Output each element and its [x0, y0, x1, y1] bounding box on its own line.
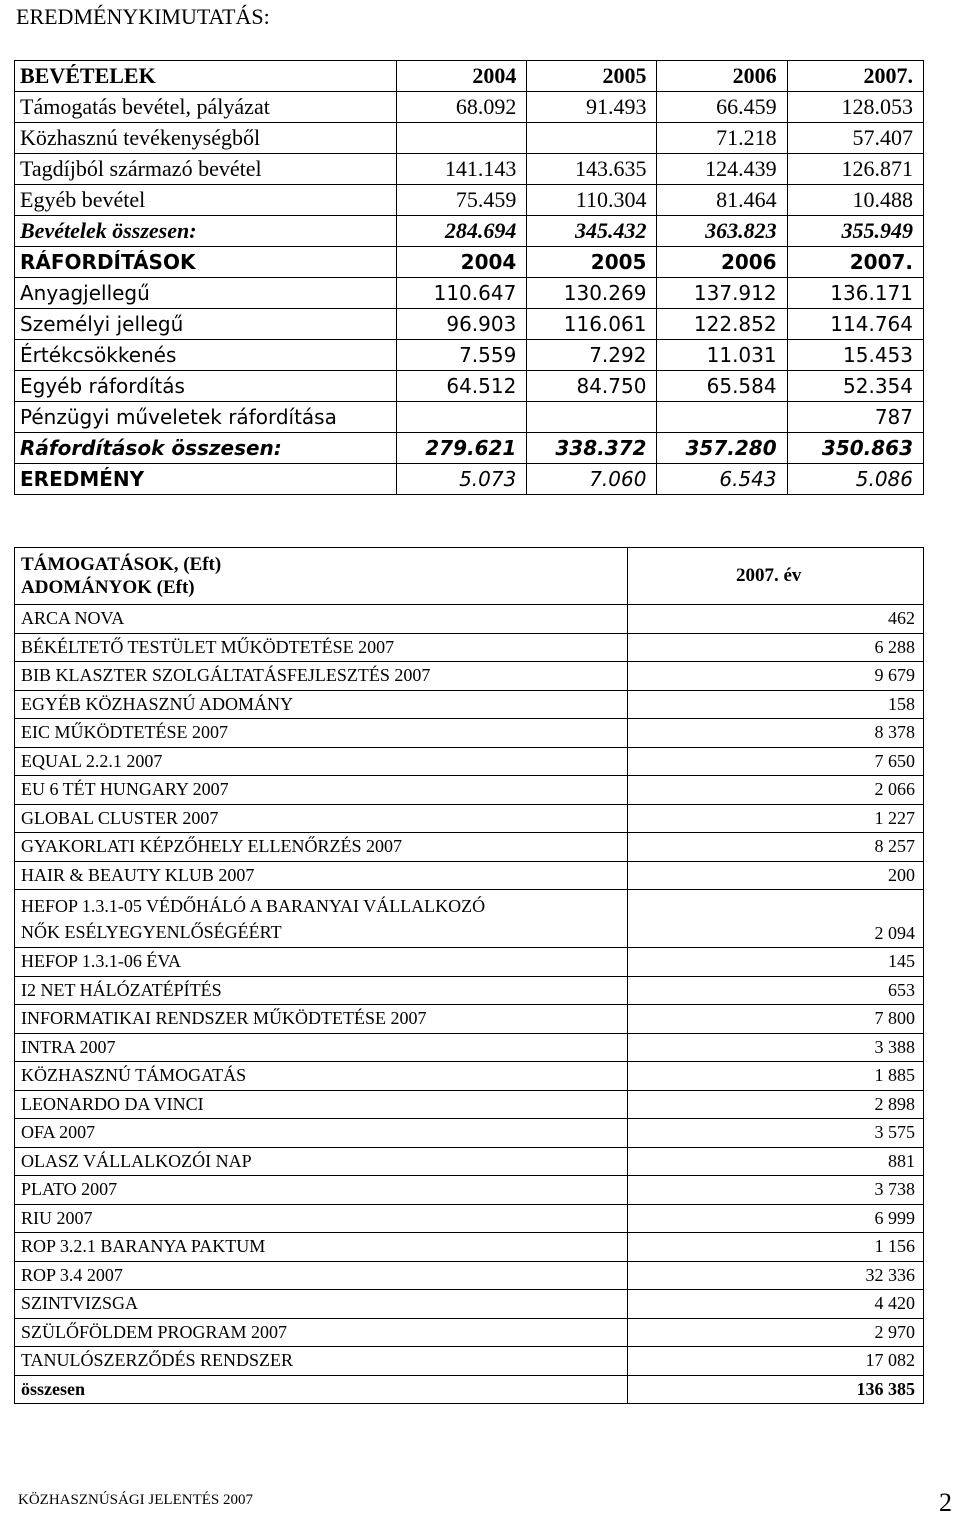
- grant-amount: 1 156: [628, 1233, 924, 1262]
- income-row: [15, 247, 924, 278]
- grant-row: [15, 1233, 924, 1262]
- grant-row: [15, 1062, 924, 1091]
- grant-name: LEONARDO DA VINCI: [15, 1090, 628, 1119]
- income-row: [15, 278, 924, 309]
- grant-amount: 2 898: [628, 1090, 924, 1119]
- grant-row: [15, 690, 924, 719]
- page-number: 2: [939, 1488, 952, 1517]
- income-row-value: 2007.: [787, 247, 923, 278]
- income-row-value: 2004: [397, 247, 527, 278]
- income-row-label: Személyi jellegű: [15, 309, 397, 340]
- income-row-value: 52.354: [787, 371, 923, 402]
- income-row-value: 66.459: [657, 92, 787, 123]
- grant-amount: 7 650: [628, 747, 924, 776]
- income-statement-table: [14, 60, 924, 495]
- grant-name: I2 NET HÁLÓZATÉPÍTÉS: [15, 976, 628, 1005]
- grant-amount: 17 082: [628, 1347, 924, 1376]
- income-row-label: Bevételek összesen:: [15, 216, 397, 247]
- grant-row: [15, 861, 924, 890]
- grant-row: [15, 662, 924, 691]
- income-row-value: 2005: [527, 61, 657, 92]
- grant-amount: 32 336: [628, 1261, 924, 1290]
- grant-name: GYAKORLATI KÉPZŐHELY ELLENŐRZÉS 2007: [15, 833, 628, 862]
- grant-row: [15, 1261, 924, 1290]
- grant-row: [15, 1033, 924, 1062]
- grant-name: OLASZ VÁLLALKOZÓI NAP: [15, 1147, 628, 1176]
- income-row-value: 116.061: [527, 309, 657, 340]
- income-row-value: 68.092: [397, 92, 527, 123]
- grants-header-cell: [15, 548, 628, 605]
- grant-amount: 881: [628, 1147, 924, 1176]
- income-row-value: 137.912: [657, 278, 787, 309]
- income-row: [15, 371, 924, 402]
- grant-amount: 145: [628, 948, 924, 977]
- grant-row: [15, 948, 924, 977]
- grant-name: HEFOP 1.3.1-06 ÉVA: [15, 948, 628, 977]
- income-row-value: 345.432: [527, 216, 657, 247]
- grant-amount: 1 885: [628, 1062, 924, 1091]
- grant-name-line1: HEFOP 1.3.1-05 VÉDŐHÁLÓ A BARANYAI VÁLLALKOZÓ: [21, 895, 486, 916]
- grant-row: [15, 1090, 924, 1119]
- income-row-value: 136.171: [787, 278, 923, 309]
- income-row: [15, 185, 924, 216]
- income-row-label: BEVÉTELEK: [15, 61, 397, 92]
- grant-amount: 462: [628, 605, 924, 634]
- income-row-value: 126.871: [787, 154, 923, 185]
- income-row-value: 2007.: [787, 61, 923, 92]
- income-row: [15, 340, 924, 371]
- income-row: [15, 154, 924, 185]
- income-row-value: 2006: [657, 61, 787, 92]
- grants-total-amount: 136 385: [628, 1375, 924, 1404]
- grant-amount: 6 288: [628, 633, 924, 662]
- grant-name: ROP 3.4 2007: [15, 1261, 628, 1290]
- page-heading: EREDMÉNYKIMUTATÁS:: [16, 4, 270, 29]
- grant-row: [15, 833, 924, 862]
- grant-amount: 200: [628, 861, 924, 890]
- income-row-value: 64.512: [397, 371, 527, 402]
- income-row-value: 122.852: [657, 309, 787, 340]
- income-row-value: 15.453: [787, 340, 923, 371]
- grants-table: [14, 547, 924, 1404]
- grant-name: HAIR & BEAUTY KLUB 2007: [15, 861, 628, 890]
- grant-amount: 8 378: [628, 719, 924, 748]
- grant-row: [15, 776, 924, 805]
- income-row-label: Egyéb bevétel: [15, 185, 397, 216]
- grant-name: TANULÓSZERZŐDÉS RENDSZER: [15, 1347, 628, 1376]
- grant-row: [15, 605, 924, 634]
- income-row-label: Támogatás bevétel, pályázat: [15, 92, 397, 123]
- income-row-value: 75.459: [397, 185, 527, 216]
- grants-table-header-row: [15, 548, 924, 605]
- grant-amount: 4 420: [628, 1290, 924, 1319]
- income-row-label: EREDMÉNY: [15, 464, 397, 495]
- grant-name: EQUAL 2.2.1 2007: [15, 747, 628, 776]
- income-row-value: 2006: [657, 247, 787, 278]
- grant-row: [15, 1204, 924, 1233]
- income-row-label: Pénzügyi műveletek ráfordítása: [15, 402, 397, 433]
- income-row-value: 350.863: [787, 433, 923, 464]
- grant-name: EIC MŰKÖDTETÉSE 2007: [15, 719, 628, 748]
- income-row-value: 7.292: [527, 340, 657, 371]
- grant-row: [15, 1005, 924, 1034]
- income-row-value: 284.694: [397, 216, 527, 247]
- income-row-value: 787: [787, 402, 923, 433]
- grant-row: [15, 804, 924, 833]
- grants-total-label: összesen: [15, 1375, 628, 1404]
- grant-amount: 8 257: [628, 833, 924, 862]
- grant-row: [15, 719, 924, 748]
- grant-name: OFA 2007: [15, 1119, 628, 1148]
- grants-header-line1: TÁMOGATÁSOK, (Eft): [21, 554, 222, 575]
- income-row-value: [397, 123, 527, 154]
- grant-name: SZINTVIZSGA: [15, 1290, 628, 1319]
- income-row-label: Ráfordítások összesen:: [15, 433, 397, 464]
- grant-name: EGYÉB KÖZHASZNÚ ADOMÁNY: [15, 690, 628, 719]
- income-row-value: 5.073: [397, 464, 527, 495]
- income-row-value: 143.635: [527, 154, 657, 185]
- income-row-value: 7.060: [527, 464, 657, 495]
- grant-row: [15, 633, 924, 662]
- grant-name: [15, 890, 628, 948]
- income-row-value: 124.439: [657, 154, 787, 185]
- income-row: [15, 61, 924, 92]
- income-row: [15, 216, 924, 247]
- grant-row: [15, 976, 924, 1005]
- income-row-value: 141.143: [397, 154, 527, 185]
- grant-amount: 2 066: [628, 776, 924, 805]
- grant-name: EU 6 TÉT HUNGARY 2007: [15, 776, 628, 805]
- grant-name: ARCA NOVA: [15, 605, 628, 634]
- grant-name: BÉKÉLTETŐ TESTÜLET MŰKÖDTETÉSE 2007: [15, 633, 628, 662]
- grant-row: [15, 1147, 924, 1176]
- grant-row: [15, 1176, 924, 1205]
- income-row: [15, 92, 924, 123]
- income-row-value: 84.750: [527, 371, 657, 402]
- income-row-value: 57.407: [787, 123, 923, 154]
- grant-row: [15, 1318, 924, 1347]
- income-row-label: Anyagjellegű: [15, 278, 397, 309]
- grant-name: SZÜLŐFÖLDEM PROGRAM 2007: [15, 1318, 628, 1347]
- income-row-value: [527, 123, 657, 154]
- grant-name: GLOBAL CLUSTER 2007: [15, 804, 628, 833]
- income-row-label: Egyéb ráfordítás: [15, 371, 397, 402]
- income-row: [15, 464, 924, 495]
- grant-name: INTRA 2007: [15, 1033, 628, 1062]
- income-row-value: 110.647: [397, 278, 527, 309]
- grant-amount: 7 800: [628, 1005, 924, 1034]
- grant-row: [15, 890, 924, 948]
- income-row-value: 5.086: [787, 464, 923, 495]
- income-row-value: 357.280: [657, 433, 787, 464]
- income-row-value: 11.031: [657, 340, 787, 371]
- income-row-value: 71.218: [657, 123, 787, 154]
- grant-amount: 158: [628, 690, 924, 719]
- grant-amount: 2 094: [628, 890, 924, 948]
- income-row-value: 128.053: [787, 92, 923, 123]
- grant-amount: 1 227: [628, 804, 924, 833]
- income-row-value: 2004: [397, 61, 527, 92]
- grants-total-row: [15, 1375, 924, 1404]
- grant-row: [15, 1119, 924, 1148]
- grants-header-year: 2007. év: [628, 548, 924, 605]
- income-row-value: 355.949: [787, 216, 923, 247]
- income-row-value: 10.488: [787, 185, 923, 216]
- grant-row: [15, 747, 924, 776]
- income-row-value: [527, 402, 657, 433]
- grant-row: [15, 1290, 924, 1319]
- income-row-value: 338.372: [527, 433, 657, 464]
- grant-name: BIB KLASZTER SZOLGÁLTATÁSFEJLESZTÉS 2007: [15, 662, 628, 691]
- grant-row: [15, 1347, 924, 1376]
- income-row-value: 114.764: [787, 309, 923, 340]
- grant-amount: 3 388: [628, 1033, 924, 1062]
- income-row: [15, 402, 924, 433]
- grant-name: PLATO 2007: [15, 1176, 628, 1205]
- footer-text: KÖZHASZNÚSÁGI JELENTÉS 2007: [18, 1492, 253, 1508]
- income-row-value: 110.304: [527, 185, 657, 216]
- income-row-label: Tagdíjból származó bevétel: [15, 154, 397, 185]
- income-row: [15, 309, 924, 340]
- income-row-value: [397, 402, 527, 433]
- grant-name: ROP 3.2.1 BARANYA PAKTUM: [15, 1233, 628, 1262]
- grant-amount: 3 575: [628, 1119, 924, 1148]
- grant-name-line2: NŐK ESÉLYEGYENLŐSÉGÉÉRT: [21, 921, 282, 942]
- grant-amount: 3 738: [628, 1176, 924, 1205]
- grant-name: RIU 2007: [15, 1204, 628, 1233]
- income-row-value: 6.543: [657, 464, 787, 495]
- income-row-value: 279.621: [397, 433, 527, 464]
- income-row-label: Értékcsökkenés: [15, 340, 397, 371]
- income-row-value: [657, 402, 787, 433]
- grant-name: INFORMATIKAI RENDSZER MŰKÖDTETÉSE 2007: [15, 1005, 628, 1034]
- grant-amount: 653: [628, 976, 924, 1005]
- income-row-value: 130.269: [527, 278, 657, 309]
- income-row-value: 363.823: [657, 216, 787, 247]
- income-row-label: Közhasznú tevékenységből: [15, 123, 397, 154]
- income-row-value: 91.493: [527, 92, 657, 123]
- grant-amount: 6 999: [628, 1204, 924, 1233]
- income-row-label: RÁFORDÍTÁSOK: [15, 247, 397, 278]
- income-row-value: 65.584: [657, 371, 787, 402]
- income-row-value: 81.464: [657, 185, 787, 216]
- income-row: [15, 433, 924, 464]
- grant-amount: 9 679: [628, 662, 924, 691]
- income-row: [15, 123, 924, 154]
- grants-header-line2: ADOMÁNYOK (Eft): [21, 577, 195, 598]
- income-row-value: 96.903: [397, 309, 527, 340]
- income-row-value: 2005: [527, 247, 657, 278]
- grant-name: KÖZHASZNÚ TÁMOGATÁS: [15, 1062, 628, 1091]
- income-row-value: 7.559: [397, 340, 527, 371]
- grant-amount: 2 970: [628, 1318, 924, 1347]
